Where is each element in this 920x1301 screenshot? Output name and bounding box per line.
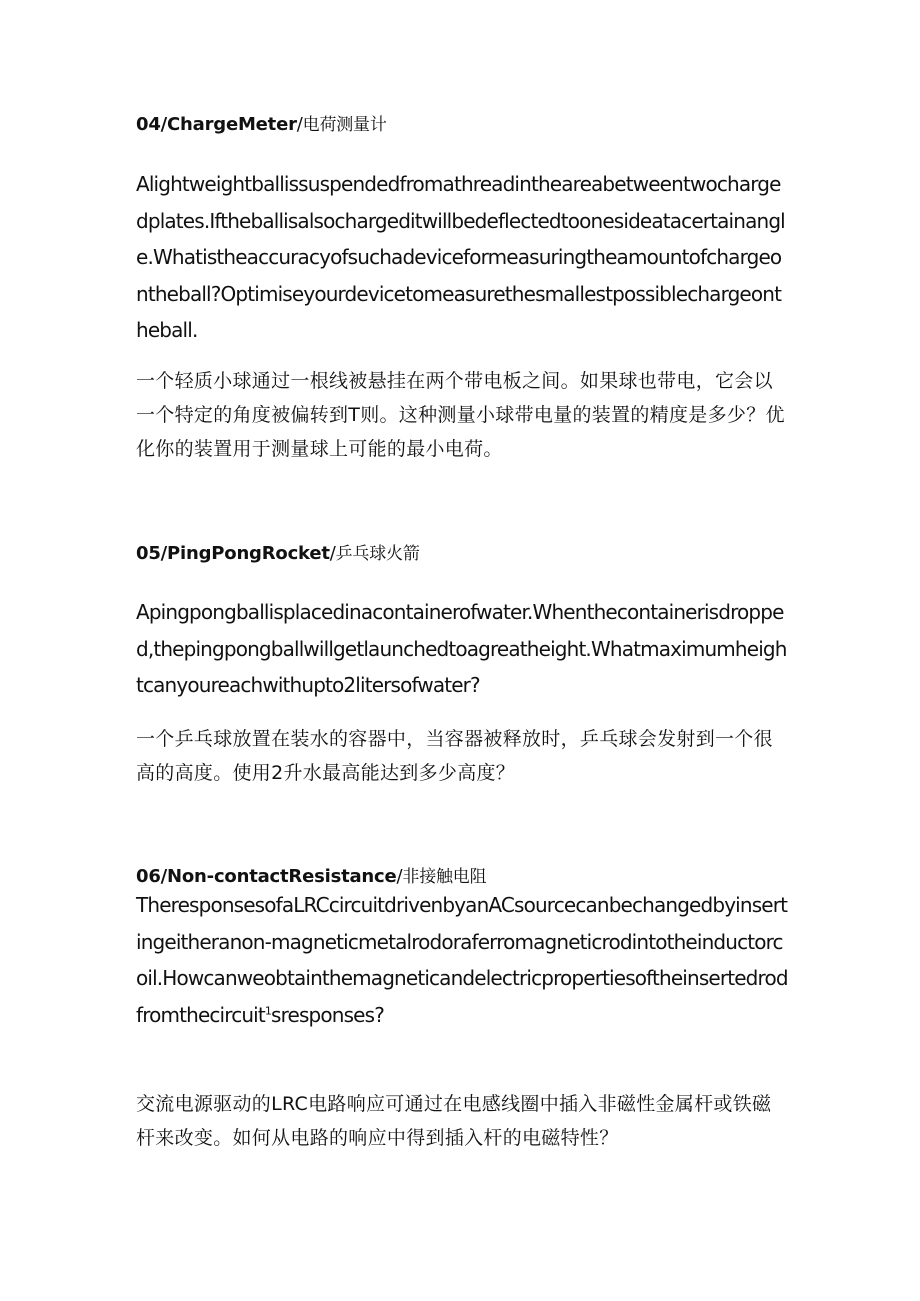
section-charge-meter bbox=[136, 114, 790, 136]
superscript-mark: 1 bbox=[264, 1003, 272, 1017]
english-text: TheresponsesofaLRCcircuitdrivenbyanACsourcecanbechangedbyinsertingeitheranon-magneticmetalrodoraferromagneticrodintotheinductorcoil.Howcanweobtainthemagneticandelectricpropertiesoftheinsertedrodfromthecircuit bbox=[136, 893, 788, 1027]
chinese-paragraph: 交流电源驱动的LRC电路响应可通过在电感线圈中插入非磁性金属杆或铁磁杆来改变。如何从电路的响应中得到插入杆的电磁特性？ bbox=[136, 1093, 772, 1149]
english-paragraph: Alightweightballissuspendedfromathreadintheareabetweentwochargedplates.Iftheballisalsochargeditwillbedeflectedtoonesideatacertainangle.Whatistheaccuracyofsuchadeviceformeasuringtheamountofchargeontheball?Optimiseyourdevicetomeasurethesmallestpossiblechargeontheball. bbox=[136, 172, 785, 342]
chinese-paragraph: 一个轻质小球通过一根线被悬挂在两个带电板之间。如果球也带电，它会以一个特定的角度被偏转到T则。这种测量小球带电量的装置的精度是多少？优化你的装置用于测量球上可能的最小电荷。 bbox=[136, 370, 785, 460]
section-ping-pong-rocket bbox=[136, 543, 790, 565]
chinese-paragraph: 一个乒乓球放置在装水的容器中，当容器被释放时，乒乓球会发射到一个很高的高度。使用2升水最高能达到多少高度？ bbox=[136, 728, 773, 784]
heading-english: 04/ChargeMeter bbox=[136, 114, 297, 135]
section-heading bbox=[136, 543, 790, 565]
heading-separator: / bbox=[296, 114, 303, 135]
english-text-end: sresponses? bbox=[271, 1002, 384, 1027]
heading-english: 06/Non-contactResistance bbox=[136, 866, 397, 887]
section-non-contact-resistance bbox=[136, 866, 790, 888]
heading-separator: / bbox=[396, 866, 403, 887]
section-heading bbox=[136, 866, 790, 888]
heading-english: 05/PingPongRocket bbox=[136, 543, 330, 564]
heading-chinese: 电荷测量计 bbox=[302, 115, 387, 135]
heading-chinese: 非接触电阻 bbox=[402, 867, 487, 887]
section-heading bbox=[136, 114, 790, 136]
heading-chinese: 乒乓球火箭 bbox=[335, 544, 420, 564]
english-paragraph bbox=[136, 887, 790, 1033]
english-paragraph: Apingpongballisplacedinacontainerofwater.Whenthecontainerisdropped,thepingpongballwillgetlaunchedtoagreatheight.Whatmaximumheightcanyoureachwithupto2litersofwater? bbox=[136, 600, 787, 697]
heading-separator: / bbox=[329, 543, 336, 564]
